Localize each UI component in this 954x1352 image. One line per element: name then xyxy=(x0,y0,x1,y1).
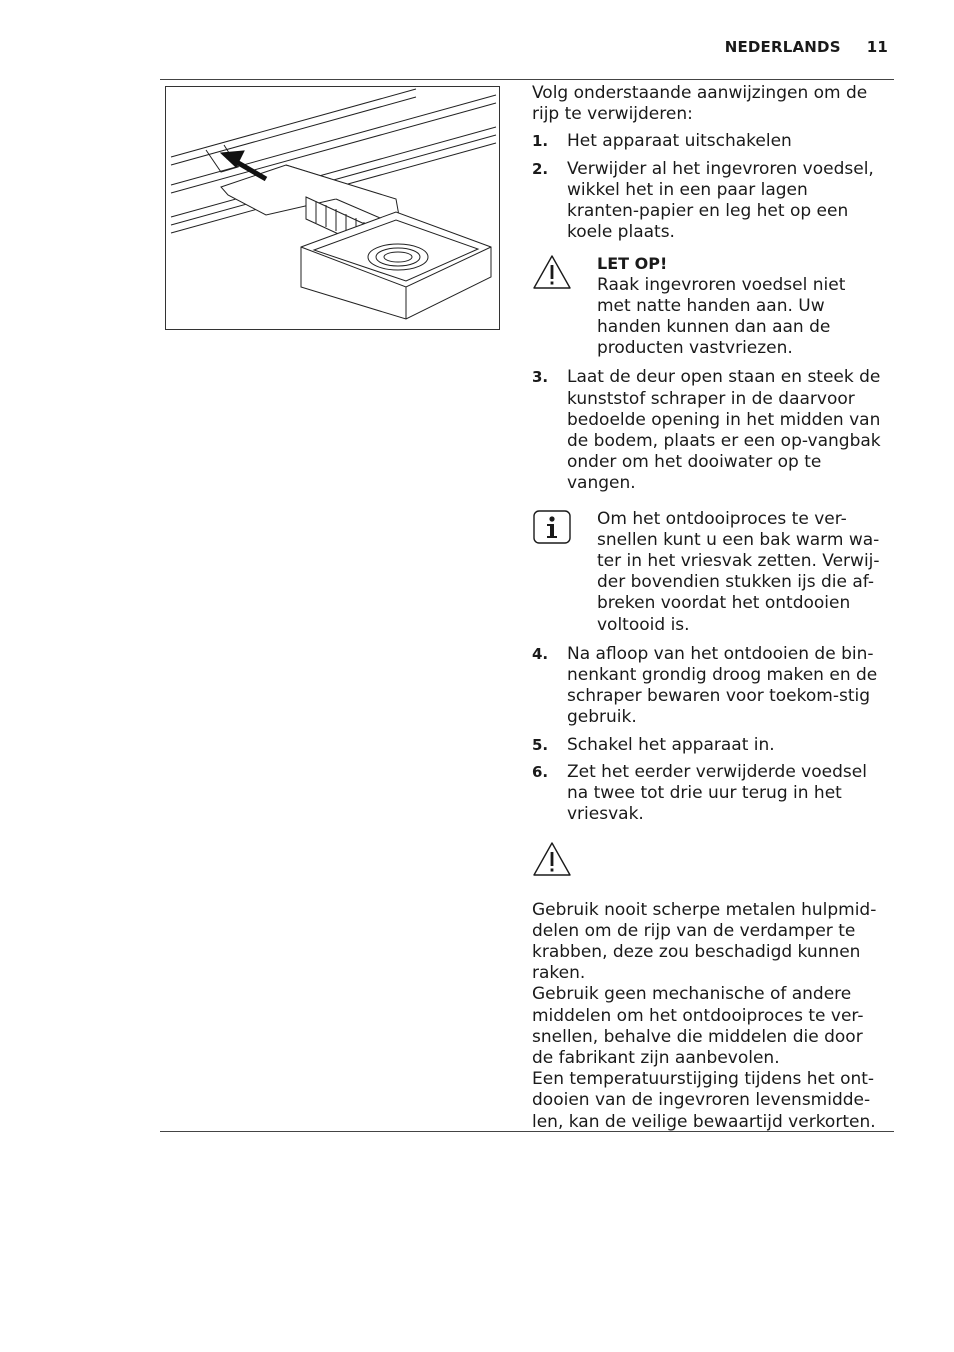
step-number: 5. xyxy=(532,735,549,754)
warning-triangle-icon xyxy=(532,253,597,359)
warning-paragraph: Een temperatuurstijging tijdens het ont-dooien van de ingevroren levensmidde-len, kan de veilige bewaartijd verkorten. xyxy=(532,1069,876,1132)
intro-text: Volg onderstaande aanwijzingen om de rijp te verwijderen: xyxy=(532,83,868,125)
caution-text: Raak ingevroren voedsel niet met natte handen aan. Uw handen kunnen dan aan de producten vastvriezen. xyxy=(597,274,846,359)
step-number: 4. xyxy=(532,644,549,663)
step-number: 2. xyxy=(532,159,549,178)
step-item xyxy=(532,131,884,152)
step-text: Het apparaat uitschakelen xyxy=(567,131,792,152)
step-item xyxy=(532,367,884,494)
step-text: Na afloop van het ontdooien de bin-nenkant grondig droog maken en de schraper bewaren voor toekom-stig gebruik. xyxy=(567,643,878,728)
info-icon xyxy=(532,509,597,636)
scraper-drain-illustration-icon xyxy=(165,86,500,330)
instructions-column xyxy=(532,83,884,1133)
warning-triangle-icon xyxy=(532,840,884,880)
bottom-divider xyxy=(160,1131,894,1132)
step-item xyxy=(532,735,884,756)
info-note xyxy=(532,509,884,636)
step-text: Verwijder al het ingevroren voedsel, wikkel het in een paar lagen kranten-papier en leg het op een koele plaats. xyxy=(567,158,874,243)
page-number: 11 xyxy=(866,38,888,56)
info-text: Om het ontdooiproces te ver-snellen kunt u een bak warm wa-ter in het vriesvak zetten. Verwij-der bovendien stukken ijs die af-breken voordat het ontdooien voltooid is. xyxy=(597,508,880,635)
caution-note xyxy=(532,253,884,359)
step-item xyxy=(532,159,884,244)
warning-paragraph: Gebruik nooit scherpe metalen hulpmid-delen om de rijp van de verdamper te krabben, deze zou beschadigd kunnen raken. xyxy=(532,899,877,984)
caution-title: LET OP! xyxy=(597,254,668,274)
step-number: 3. xyxy=(532,368,549,387)
top-divider xyxy=(160,79,894,80)
step-text: Schakel het apparaat in. xyxy=(567,734,775,755)
warning-paragraph: Gebruik geen mechanische of andere middelen om het ontdooiproces te ver-snellen, behalve die middelen die door de fabrikant zijn aanbevolen. xyxy=(532,984,864,1068)
step-number: 1. xyxy=(532,132,549,151)
step-text: Laat de deur open staan en steek de kunststof schraper in de daarvoor bedoelde opening in het midden van de bodem, plaats er een op-vangbak onder om het dooiwater op te vangen. xyxy=(567,367,881,494)
language-label: NEDERLANDS xyxy=(724,38,841,56)
step-text: Zet het eerder verwijderde voedsel na twee tot drie uur terug in het vriesvak. xyxy=(567,761,867,825)
page-header xyxy=(725,38,888,56)
step-item xyxy=(532,644,884,729)
step-number: 6. xyxy=(532,762,549,781)
step-item xyxy=(532,762,884,826)
